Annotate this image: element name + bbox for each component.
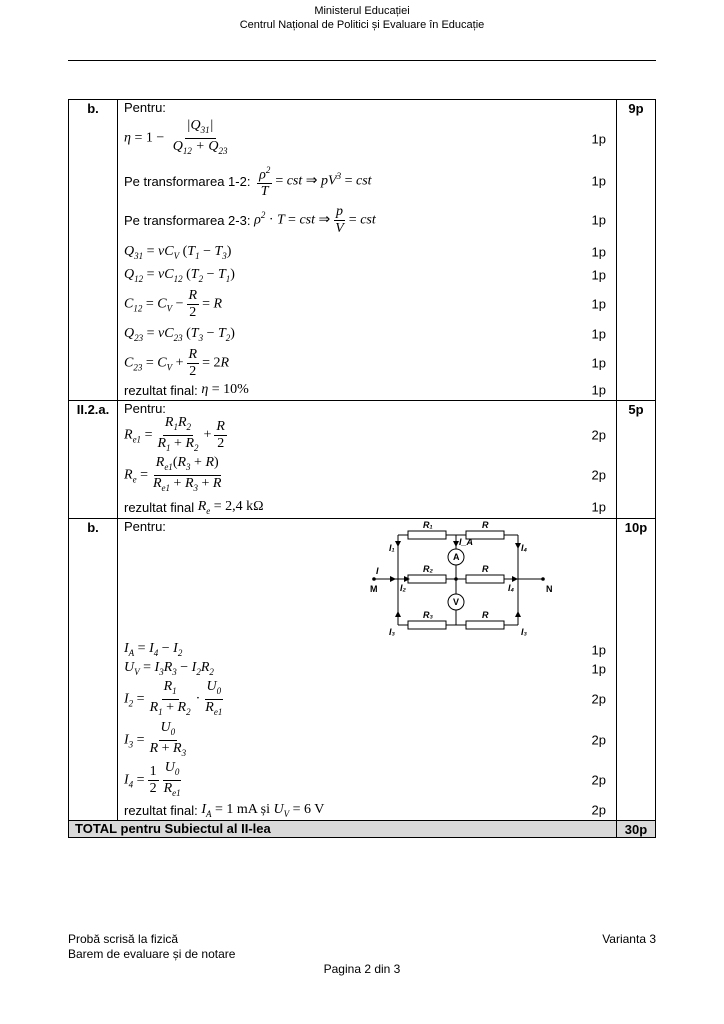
line-score: 1p	[591, 267, 606, 283]
intro-and-circuit	[118, 519, 616, 640]
line-score: 1p	[591, 499, 606, 515]
line-score: 1p	[591, 244, 606, 260]
line-score: 1p	[591, 212, 606, 228]
intro-text: Pentru:	[124, 519, 166, 534]
resistor-r3	[408, 621, 446, 629]
label-r3: R₃	[423, 610, 433, 620]
label-i4b: I₄	[508, 583, 515, 593]
section-label: b.	[69, 519, 118, 821]
formula: $C_{12} = C_V$ − $\frac{R}{2}$ = R	[124, 287, 223, 320]
label-r2: R₂	[423, 564, 433, 574]
line-score: 1p	[591, 326, 606, 342]
arrow-i1	[395, 541, 401, 547]
formula: $R_e$ = $\frac{R_{e1}(R_3 + R)}{R_{e1} + R_3 + R}$	[124, 454, 222, 493]
line-score: 1p	[591, 661, 606, 676]
formula-line	[118, 454, 616, 496]
section-content	[118, 519, 617, 821]
formula: $Q_{31} = \nu C_V$ $(T_1 - T_3)$	[124, 243, 232, 261]
formula-line	[118, 640, 616, 659]
arrow-i	[390, 576, 396, 582]
formula-line	[118, 678, 616, 720]
final-result-line	[118, 800, 616, 820]
total-row	[69, 821, 656, 838]
resistor-r-bot	[466, 621, 504, 629]
circuit-diagram	[368, 521, 558, 639]
total-points: 30p	[617, 821, 656, 838]
intro-text: Pentru:	[124, 401, 166, 416]
formula-line	[118, 416, 616, 454]
formula: $I_4$ = $\frac{1}{2}$ $\frac{U_0}{R_{e1}}$	[124, 759, 181, 798]
formula: $C_{23} = C_V$ + $\frac{R}{2}$ = 2R	[124, 346, 230, 379]
label-a: A	[453, 552, 460, 562]
label-i3b: I₃	[521, 627, 527, 637]
line-score: 2p	[591, 467, 606, 483]
formula-line	[118, 720, 616, 760]
label-ia: I_A	[459, 537, 474, 547]
formula: η = 1 − $\frac{|Q_{31}|}{Q_{12} + Q_{23}}$	[124, 118, 228, 156]
formula: $\rho^2 \cdot T$ = cst ⇒ $\frac{p}{V}$ = cst	[254, 203, 376, 236]
line-score: 1p	[591, 382, 606, 398]
node-n	[541, 577, 545, 581]
label-i4: I₄	[521, 543, 528, 553]
total-label: TOTAL pentru Subiectul al II-lea	[69, 821, 617, 838]
line-score: 1p	[591, 355, 606, 371]
resistor-r1	[408, 531, 446, 539]
formula: $I_A = 1$ mA și $U_V = 6$ V	[201, 801, 325, 819]
section-label: II.2.a.	[69, 401, 118, 519]
section-row	[69, 519, 656, 821]
label-r-mid: R	[482, 564, 489, 574]
final-result-line	[118, 496, 616, 518]
formula-line	[118, 346, 616, 380]
formula-line	[118, 760, 616, 800]
formula: η = 10%	[201, 382, 249, 397]
formula: $R_e = 2,4$ kΩ	[197, 498, 264, 516]
label-i2: I₂	[400, 583, 406, 593]
section-points: 10p	[617, 519, 656, 821]
node-m	[372, 577, 376, 581]
line-score: 1p	[591, 642, 606, 657]
arrow-i3	[395, 611, 401, 617]
label-v: V	[453, 597, 460, 607]
section-points: 5p	[617, 401, 656, 519]
section-row	[69, 100, 656, 401]
formula-line	[118, 286, 616, 322]
line-label: rezultat final	[124, 499, 195, 515]
footer-document-type: Barem de evaluare și de notare	[68, 947, 236, 961]
intro-line	[118, 100, 616, 115]
formula-line	[118, 264, 616, 286]
formula-line	[118, 240, 616, 264]
ministry-name: Ministerul Educației	[314, 5, 410, 17]
formula: $U_V = I_3R_3 - I_2R_2$	[124, 660, 214, 677]
line-label: Pe transformarea 2-3:	[124, 212, 251, 228]
line-score: 1p	[591, 173, 606, 189]
label-r-bot: R	[482, 610, 489, 620]
formula: $R_{e1}$ = $\frac{R_1R_2}{R_1 + R_2}$ + $\frac{R}{2}$	[124, 414, 225, 453]
section-label: b.	[69, 100, 118, 401]
formula: $Q_{23} = \nu C_{23}$ $(T_3 - T_2)$	[124, 325, 235, 343]
resistor-r-mid	[466, 575, 504, 583]
label-r1: R₁	[423, 521, 433, 530]
label-n: N	[546, 584, 553, 594]
arrow-i3b	[515, 611, 521, 617]
section-content	[118, 401, 617, 519]
footer-exam-name: Probă scrisă la fizică	[68, 932, 179, 946]
formula-line	[118, 322, 616, 346]
formula-line	[118, 200, 616, 240]
center-name: Centrul Național de Politici și Evaluare în Educație	[239, 19, 485, 31]
line-score: 1p	[591, 296, 606, 312]
line-label: rezultat final:	[124, 802, 198, 818]
header-divider	[68, 60, 656, 61]
formula: $\frac{\rho^2}{T}$ = cst ⇒ $pV^3$ = cst	[254, 162, 371, 201]
formula: $I_A = I_4 - I_2$	[124, 641, 183, 658]
label-r-top: R	[482, 521, 489, 530]
formula-line	[118, 162, 616, 200]
section-row	[69, 401, 656, 519]
label-i1: I₁	[389, 543, 395, 553]
label-m: M	[370, 584, 378, 594]
section-content	[118, 100, 617, 401]
line-score: 2p	[591, 691, 606, 707]
formula: $I_2$ = $\frac{R_1}{R_1 + R_2}$ · $\frac{U_0}{R_{e1}}$	[124, 678, 223, 717]
line-label: Pe transformarea 1-2:	[124, 173, 251, 189]
label-i3: I₃	[389, 627, 395, 637]
formula-line	[118, 659, 616, 678]
formula-line	[118, 115, 616, 162]
formula: $I_3$ = $\frac{U_0}{R + R_3}$	[124, 719, 187, 758]
label-i: I	[376, 566, 379, 576]
line-score: 2p	[591, 772, 606, 788]
line-label: rezultat final:	[124, 382, 198, 398]
line-score: 2p	[591, 732, 606, 748]
arrow-i4b	[512, 576, 518, 582]
formula: $Q_{12} = \nu C_{12}$ $(T_2 - T_1)$	[124, 266, 235, 284]
final-result-line	[118, 380, 616, 400]
grading-table	[68, 99, 656, 838]
junction	[454, 577, 458, 581]
line-score: 2p	[591, 427, 606, 443]
intro-text: Pentru:	[124, 100, 166, 115]
resistor-r2	[408, 575, 446, 583]
line-score: 1p	[591, 131, 606, 146]
section-points: 9p	[617, 100, 656, 401]
footer-page-number: Pagina 2 din 3	[323, 962, 401, 976]
footer-variant: Varianta 3	[602, 932, 656, 946]
line-score: 2p	[591, 802, 606, 818]
